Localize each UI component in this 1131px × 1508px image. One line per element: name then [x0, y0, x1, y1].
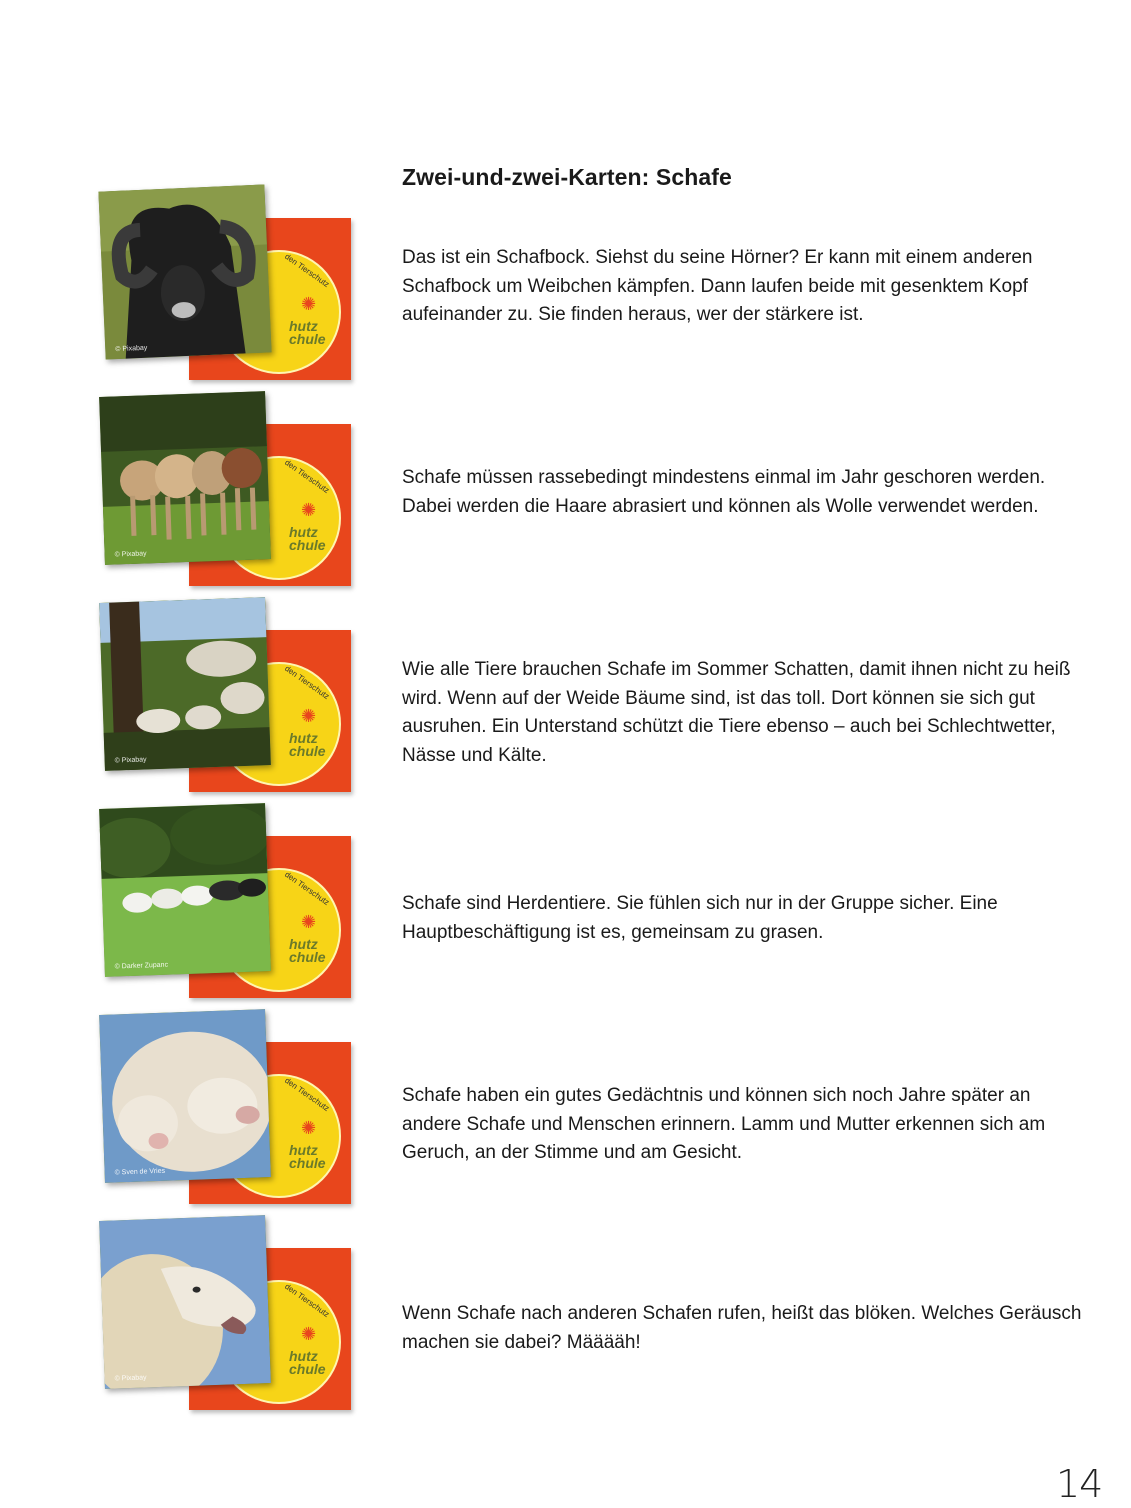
- card-entry: [0, 600, 1131, 800]
- bleating-sheep-photo: [99, 1215, 271, 1389]
- page-title: Zwei-und-zwei-Karten: Schafe: [402, 164, 732, 190]
- photo-credit: © Pixabay: [114, 1374, 147, 1383]
- sheep-in-shade-photo: [99, 597, 271, 771]
- card-entry: [0, 1218, 1131, 1418]
- card-entry: [0, 188, 1131, 388]
- card-description: Wenn Schafe nach anderen Schafen rufen, heißt das blöken. Welches Geräusch machen sie dabei? Määääh!: [402, 1303, 1082, 1353]
- card-description: Schafe haben ein gutes Gedächtnis und können sich noch Jahre später an andere Schafe und Menschen erinnern. Lamm und Mutter erkennen sich am Geruch, an der Stimme und am Gesicht.: [402, 1085, 1046, 1164]
- tierschutz-seal-icon: den Tierschutz ✺ hutz chule: [217, 1074, 341, 1198]
- sheep-herd-photo: [99, 803, 271, 977]
- photo-credit: © Darker Zupanc: [114, 961, 169, 971]
- card-description: Das ist ein Schafbock. Siehst du seine Hörner? Er kann mit einem anderen Schafbock um Weibchen kämpfen. Dann laufen beide mit gesenktem Kopf aufeinander zu. Sie finden heraus, wer der stärkere ist.: [402, 247, 1033, 326]
- tierschutz-seal-icon: den Tierschutz ✺ hutz chule: [217, 662, 341, 786]
- card-description: Schafe müssen rassebedingt mindestens einmal im Jahr geschoren werden. Dabei werden die Haare abrasiert und können als Wolle verwendet werden.: [402, 467, 1046, 517]
- shorn-sheep-photo: [99, 391, 271, 565]
- photo-credit: © Pixabay: [115, 344, 148, 354]
- photo-credit: © Pixabay: [114, 756, 147, 765]
- card-entry: [0, 394, 1131, 594]
- page-number: 14: [1056, 1462, 1103, 1506]
- card-description: Schafe sind Herdentiere. Sie fühlen sich nur in der Gruppe sicher. Eine Hauptbeschäftigung ist es, gemeinsam zu grasen.: [402, 893, 998, 943]
- tierschutz-seal-icon: den Tierschutz ✺ hutz chule: [217, 456, 341, 580]
- ewe-and-lamb-photo: [99, 1009, 271, 1183]
- tierschutz-seal-icon: den Tierschutz ✺ hutz chule: [217, 1280, 341, 1404]
- ram-photo: [98, 184, 271, 359]
- photo-credit: © Sven de Vries: [114, 1167, 166, 1177]
- card-entry: [0, 806, 1131, 1006]
- photo-credit: © Pixabay: [114, 550, 147, 559]
- tierschutz-seal-icon: den Tierschutz ✺ hutz chule: [217, 868, 341, 992]
- tierschutz-seal-icon: den Tierschutz ✺ hutz chule: [217, 250, 341, 374]
- card-description: Wie alle Tiere brauchen Schafe im Sommer Schatten, damit ihnen nicht zu heiß wird. Wenn auf der Weide Bäume sind, ist das toll. Dort können sie sich gut ausruhen. Ein Unterstand schützt die Tiere ebenso – auch bei Schlechtwetter, Nässe und Kälte.: [402, 659, 1071, 766]
- card-entry: [0, 1012, 1131, 1212]
